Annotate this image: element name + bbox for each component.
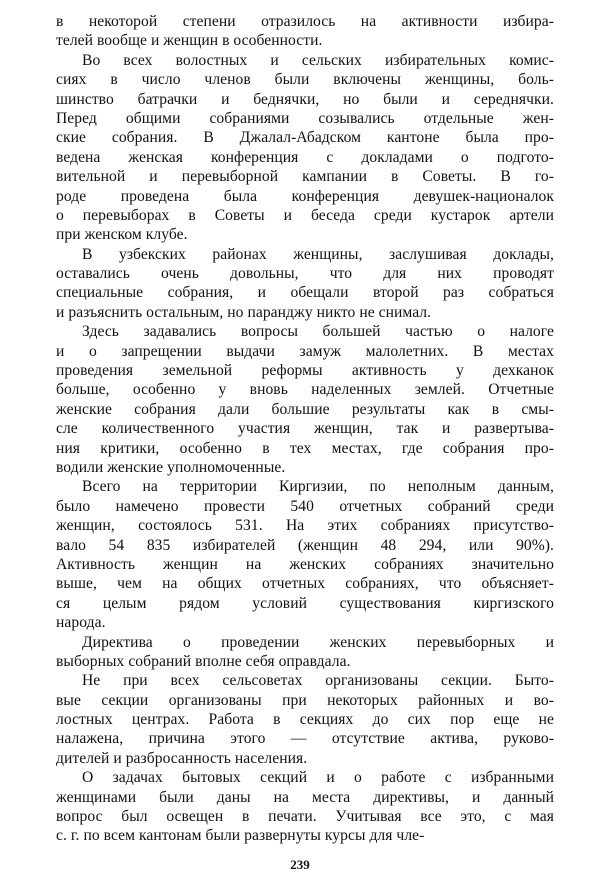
text-line: дителей и разбросанность населения. — [56, 749, 308, 767]
text-line: о перевыборах в Советы и беседа среди кустарок артели — [56, 206, 554, 224]
paragraph — [56, 245, 554, 323]
text-line: Перед общими собраниями созывались отдельные жен- — [56, 109, 554, 127]
text-line: Во всех волостных и сельских избирательных комис- — [82, 51, 554, 69]
text-line: налажена, причина этого — отсутствие актива, руково- — [56, 730, 554, 748]
text-line: Директива о проведении женских перевыборных и — [82, 633, 554, 651]
paragraph — [56, 322, 554, 477]
text-line: Здесь задавались вопросы большей частью о налоге — [82, 323, 554, 341]
text-line: больше, особенно у вновь наделенных землей. Отчетные — [56, 381, 554, 399]
text-line: оставались очень довольны, что для них проводят — [56, 265, 554, 283]
text-line: телей вообще и женщин в особенности. — [56, 32, 323, 50]
text-line: вительной и перевыборной кампании в Советы. В го- — [56, 168, 554, 186]
paragraph — [56, 768, 554, 846]
page-number: 239 — [290, 857, 310, 872]
text-line: женщин, состоялось 531. На этих собраниях присутство- — [56, 517, 554, 535]
text-line: выборных собраний вполне себя оправдала. — [56, 652, 351, 670]
text-line: проведения земельной реформы активность у дехканок — [56, 362, 554, 380]
text-line: при женском клубе. — [56, 226, 188, 244]
text-line: вало 54 835 избирателей (женщин 48 294, или 90%). — [56, 536, 554, 554]
text-line: ведена женская конференция с докладами о подгото- — [56, 148, 554, 166]
text-line: шинство батрачки и беднячки, но были и середнячки. — [56, 90, 554, 108]
text-line: и о запрещении выдачи замуж малолетних. В местах — [56, 342, 554, 360]
paragraph — [56, 12, 554, 51]
text-line: вопрос был освещен в печати. Учитывая все это, с мая — [56, 808, 554, 826]
text-line: специальные собрания, и обещали второй раз собраться — [56, 284, 554, 302]
body-text — [56, 12, 554, 846]
text-line: народа. — [56, 614, 106, 632]
text-line: Всего на территории Киргизии, по неполным данным, — [82, 478, 554, 496]
text-line: ния критики, особенно в тех местах, где собрания про- — [56, 439, 554, 457]
text-line: В узбекских районах женщины, заслушивая доклады, — [82, 245, 554, 263]
text-line: выше, чем на общих отчетных собраниях, что объясняет- — [56, 575, 554, 593]
text-line: ся целым рядом условий существования киргизского — [56, 594, 554, 612]
text-line: и разъяснить остальным, но паранджу никто не снимал. — [56, 303, 432, 321]
paragraph — [56, 633, 554, 672]
text-line: женские собрания дали большие результаты как в смы- — [56, 400, 554, 418]
text-line: женщинами были даны на места директивы, и данный — [56, 788, 554, 806]
text-line: вые секции организованы при некоторых районных и во- — [56, 691, 554, 709]
paragraph — [56, 671, 554, 768]
text-line: лостных центрах. Работа в секциях до сих пор еще не — [56, 711, 554, 729]
paragraph — [56, 477, 554, 632]
paragraph — [56, 51, 554, 245]
text-line: с. г. по всем кантонам были развернуты курсы для чле- — [56, 827, 425, 845]
text-line: в некоторой степени отразилось на активности избира- — [56, 13, 554, 30]
text-line: сле количественного участия женщин, так и развертыва- — [56, 420, 554, 438]
text-line: Активность женщин на женских собраниях значительно — [56, 555, 554, 573]
text-line: ские собрания. В Джалал-Абадском кантоне была про- — [56, 129, 554, 147]
text-line: О задачах бытовых секций и о работе с избранными — [82, 769, 554, 787]
text-line: водили женские уполномоченные. — [56, 458, 286, 476]
text-line: сиях в число членов были включены женщины, боль- — [56, 71, 554, 89]
text-line: Не при всех сельсоветах организованы секции. Быто- — [82, 672, 554, 690]
text-line: было намечено провести 540 отчетных собраний среди — [56, 497, 554, 515]
text-line: роде проведена была конференция девушек-националок — [56, 187, 554, 205]
